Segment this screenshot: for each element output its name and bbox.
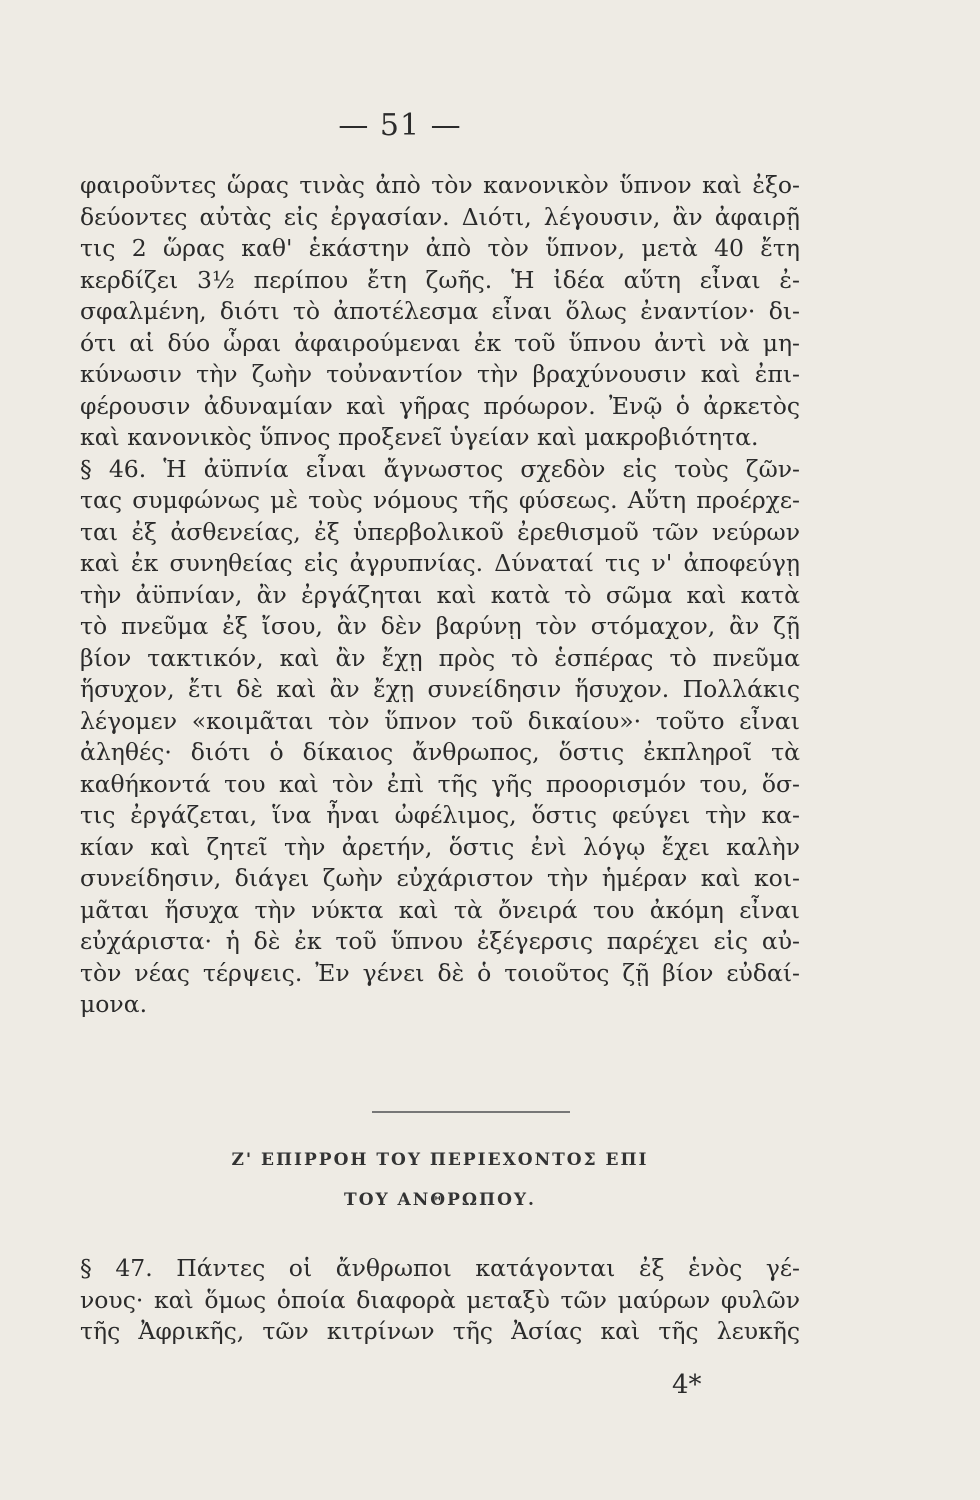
text-line: καὶ ἐκ συνηθείας εἰς ἀγρυπνίας. Δύναταί τις ν' ἀποφεύγῃ xyxy=(80,549,800,577)
text-line: τις ἐργάζεται, ἵνα ἦναι ὠφέλιμος, ὅστις φεύγει τὴν κα- xyxy=(80,801,800,829)
text-line: τὸν νέας τέρψεις. Ἐν γένει δὲ ὁ τοιοῦτος ζῇ βίον εὐδαί- xyxy=(80,958,800,987)
text-line: μᾶται ἥσυχα τὴν νύκτα καὶ τὰ ὄνειρά του ἀκόμη εἶναι xyxy=(80,895,800,924)
text-line: σφαλμένη, διότι τὸ ἀποτέλεσμα εἶναι ὅλως ἐναντίον· δι- xyxy=(80,297,800,325)
signature-mark: 4* xyxy=(672,1370,702,1400)
text-line: ἥσυχον, ἔτι δὲ καὶ ἂν ἔχῃ συνείδησιν ἥσυχον. Πολλάκις xyxy=(80,675,800,703)
section-heading: Ζ' ΕΠΙΡΡΟΗ ΤΟΥ ΠΕΡΙΕΧΟΝΤΟΣ ΕΠΙ xyxy=(231,1150,649,1170)
text-line: τὸ πνεῦμα ἐξ ἴσου, ἂν δὲν βαρύνῃ τὸν στόμαχον, ἂν ζῇ xyxy=(80,612,800,640)
text-line: ἀληθές· διότι ὁ δίκαιος ἄνθρωπος, ὅστις ἐκπληροῖ τὰ xyxy=(80,738,800,766)
text-line: κερδίζει 3½ περίπου ἔτη ζωῆς. Ἡ ἰδέα αὕτη εἶναι ἐ- xyxy=(80,265,800,294)
text-line: τις 2 ὥρας καθ' ἑκάστην ἀπὸ τὸν ὕπνον, μετὰ 40 ἔτη xyxy=(80,234,800,262)
text-line: καὶ κανονικὸς ὕπνος προξενεῖ ὑγείαν καὶ μακροβιότητα. xyxy=(80,423,759,451)
text-line: τας συμφώνως μὲ τοὺς νόμους τῆς φύσεως. Αὕτη προέρχε- xyxy=(80,486,800,514)
section-heading-continued: ΤΟΥ ΑΝΘΡΩΠΟΥ. xyxy=(344,1190,536,1210)
paragraph-text xyxy=(80,170,800,1021)
text-line: φαιροῦντες ὥρας τινὰς ἀπὸ τὸν κανονικὸν ὕπνον καὶ ἐξο- xyxy=(80,171,800,199)
text-line: κύνωσιν τὴν ζωὴν τοὐναντίον τὴν βραχύνουσιν καὶ ἐπι- xyxy=(80,360,800,388)
text-line: κίαν καὶ ζητεῖ τὴν ἀρετήν, ὅστις ἐνὶ λόγῳ ἔχει καλὴν xyxy=(80,832,800,861)
section-divider xyxy=(372,1111,570,1113)
text-line: φέρουσιν ἀδυναμίαν καὶ γῆρας πρόωρον. Ἐνῷ ὁ ἀρκετὸς xyxy=(80,391,800,420)
text-line: καθήκοντά του καὶ τὸν ἐπὶ τῆς γῆς προορισμόν του, ὅσ- xyxy=(80,769,800,798)
text-line: ται ἐξ ἀσθενείας, ἐξ ὑπερβολικοῦ ἐρεθισμοῦ τῶν νεύρων xyxy=(80,517,800,546)
page-number: — 51 — xyxy=(338,108,462,143)
text-line: βίον τακτικόν, καὶ ἂν ἔχῃ πρὸς τὸ ἑσπέρας τὸ πνεῦμα xyxy=(80,643,800,672)
text-line: νους· καὶ ὅμως ὁποία διαφορὰ μεταξὺ τῶν μαύρων φυλῶν xyxy=(80,1285,800,1314)
text-line: ότι αἱ δύο ὧραι ἀφαιρούμεναι ἐκ τοῦ ὕπνου ἀντὶ νὰ μη- xyxy=(80,328,800,357)
text-line: § 46. Ἡ ἀϋπνία εἶναι ἄγνωστος σχεδὸν εἰς τοὺς ζῶν- xyxy=(80,454,800,483)
text-line: μονα. xyxy=(80,990,148,1018)
text-line: συνείδησιν, διάγει ζωὴν εὐχάριστον τὴν ἡμέραν καὶ κοι- xyxy=(80,864,800,892)
text-line: λέγομεν «κοιμᾶται τὸν ὕπνον τοῦ δικαίου»· τοῦτο εἶναι xyxy=(80,706,800,735)
text-line: § 47. Πάντες οἱ ἄνθρωποι κατάγονται ἐξ ἑνὸς γέ- xyxy=(80,1254,800,1282)
text-line: τῆς Ἀφρικῆς, τῶν κιτρίνων τῆς Ἀσίας καὶ τῆς λευκῆς xyxy=(80,1317,800,1345)
section-text xyxy=(80,1253,800,1348)
text-line: εὐχάριστα· ἡ δὲ ἐκ τοῦ ὕπνου ἐξέγερσις παρέχει εἰς αὐ- xyxy=(80,927,800,955)
text-line: δεύοντες αὐτὰς εἰς ἐργασίαν. Διότι, λέγουσιν, ἂν ἀφαιρῇ xyxy=(80,202,800,231)
text-line: τὴν ἀϋπνίαν, ἂν ἐργάζηται καὶ κατὰ τὸ σῶμα καὶ κατὰ xyxy=(80,580,800,609)
